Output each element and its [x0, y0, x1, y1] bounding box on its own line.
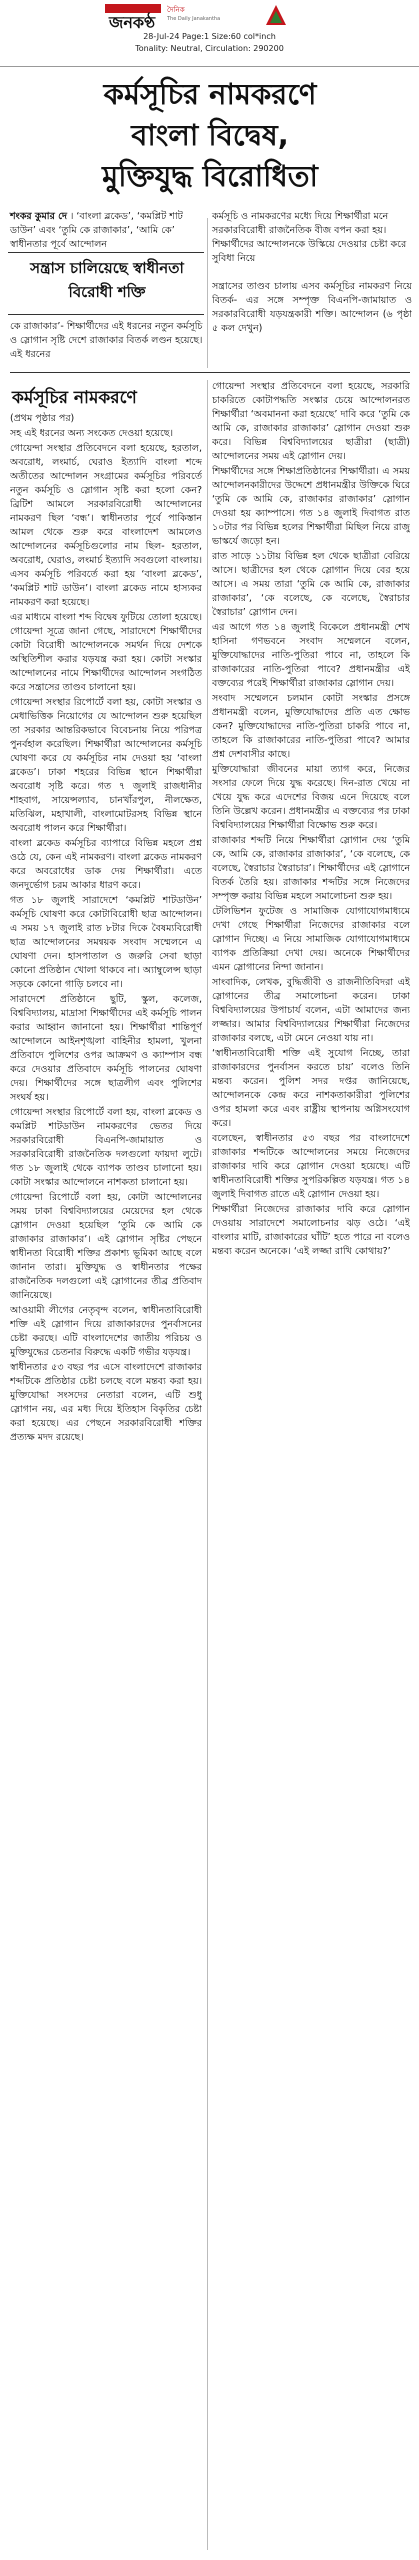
byline-author: শংকর কুমার দে [10, 211, 67, 222]
paragraph: আওয়ামী লীগের নেতৃবৃন্দ বলেন, স্বাধীনতাবিরোধী শক্তি এই স্লোগান দিয়ে রাজাকারদের পুনর্বাসনের চেষ্টা করছে। এটি বাংলাদেশের জাতীয় পরিচয় ও মুক্তিযুদ্ধের চেতনার বিরুদ্ধে একটি গভীর যড়যন্ত্র। [10, 1305, 202, 1358]
intro-left-continued: কে রাজাকার’- শিক্ষার্থীদের এই ধরনের নতুন কর্মসূচি ও স্লোগান সৃষ্টি দেশে রাজাকার বিতর্ক লণ্ডন হয়েছে। এই ধরনের [10, 321, 203, 360]
section-divider [10, 372, 410, 373]
headline-line-3: মুক্তিযুদ্ধ বিরোধিতা [102, 159, 318, 193]
headline-line-2: বাংলা বিদ্বেষ, [131, 118, 289, 152]
pull-quote [12, 256, 202, 310]
paragraph: এর মাধ্যমে বাংলা শব্দ বিদ্বেষ ফুটিয়ে তোলা হয়েছে। গোয়েন্দা সূত্রে জানা গেছে, সারাদেশে শিক্ষার্থীদের কোটা বিরোধী আন্দোলনকে সমর্থন দিয়ে দেশকে অস্থিতিশীল করার যড়যন্ত্র করা হয়। কোটা সংস্কার আন্দোলনের নামে শিক্ষার্থীদের আন্দোলন সংগঠিত করে সন্ত্রাসের তাণ্ডব চালানো হয়। [10, 612, 202, 693]
paragraph: গত ১৮ জুলাই সারাদেশে ‘কমপ্লিট শাটডাউন’ কর্মসূচি ঘোষণা করে কোটাবিরোধী ছাত্র আন্দোলন। এ সময় ১৭ জুলাই রাত ৮টার দিকে বৈষম্যবিরোধী ছাত্র আন্দোলনের সমন্বয়ক সংবাদ সম্মেলনে এ ঘোষণা দেন। হাসপাতাল ও জরুরি সেবা ছাড়া কোনো প্রতিষ্ঠান খোলা থাকবে না। অ্যাম্বুলেন্স ছাড়া সড়কে কোনো গাড়ি চলবে না। [10, 895, 202, 990]
paragraph: গোয়েন্দা রিপোর্টে বলা হয়, কোটা আন্দোলনের সময় ঢাকা বিশ্ববিদ্যালয়ের মেয়েদের হল থেকে স্লোগান দেওয়া হয়েছিল ‘তুমি কে আমি কে রাজাকার রাজাকার’। এই স্লোগান সৃষ্টির পেছনে স্বাধীনতা বিরোধী শক্তির প্রকাশ্য ভূমিকা আছে বলে জানান তারা। মুক্তিযুদ্ধ ও স্বাধীনতার পক্ষের রাজনৈতিক দলগুলো এই স্লোগানের তীব্র প্রতিবাদ জানিয়েছে। [10, 1192, 202, 1301]
paragraph: শিক্ষার্থীরা নিজেদের রাজাকার দাবি করে স্লোগান দেওয়ায় সারাদেশে সমালোচনার ঝড় ওঠে। ‘এই বাংলার মাটি, রাজাকারের ঘাঁটি’ হতে পারে না বলেও মন্তব্য করেন অনেকে। ‘এই লজ্জা রাখি কোথায়?’ [212, 1204, 410, 1257]
paragraph: গোয়েন্দা সংস্থার প্রতিবেদনে বলা হয়েছে, সরকারি চাকরিতে কোটাপদ্ধতি সংস্কার চেয়ে আন্দোলনরত শিক্ষার্থীরা ‘অবমাননা করা হয়েছে’ দাবি করে ‘তুমি কে আমি কে, রাজাকার রাজাকার’ স্লোগান দেওয়া শুরু করে। বিভিন্ন বিশ্ববিদ্যালয়ের ছাত্রীরা (ছাত্রী) আন্দোলনের সময় এই স্লোগান দেয়। [212, 381, 410, 462]
pull-quote-line-1: সন্ত্রাস চালিয়েছে স্বাধীনতা [30, 259, 184, 277]
intro-left [10, 210, 200, 252]
intro-right-continued: সন্ত্রাসের তাণ্ডব চালায় এসব কর্মসূচির নামকরণ নিয়ে বিতর্ক- এর সঙ্গে সম্পৃক্ত বিএনপি-জামায়াত ও সরকারবিরোধী যড়যন্ত্রকারী শক্তি। আন্দোলন (৬ পৃষ্ঠা ৫ কল দেখুন) [212, 281, 412, 334]
paragraph: সহ এই ধরনের অন্য সংকেত দেওয়া হয়েছে। [10, 428, 173, 439]
pull-quote-top-rule [8, 252, 204, 253]
pull-quote-line-2: বিরোধী শক্তি [68, 283, 146, 301]
paragraph: গোয়েন্দা সংস্থার রিপোর্টে বলা হয়, বাংলা ব্লকেড ও কমপ্লিট শাটডাউন নামকরণের ভেতর দিয়ে সরকারবিরোধী বিএনপি-জামায়াত ও সরকারবিরোধী রাজনৈতিক দলগুলো ফায়দা লুটে। গত ১৮ জুলাই থেকে ব্যাপক তাণ্ডব চালানো হয়। কোটা সংস্কার আন্দোলনে নাশকতা চালানো হয়। [10, 1107, 202, 1188]
paragraph: সারাদেশে প্রতিষ্ঠানে ছুটি, স্কুল, কলেজ, বিশ্ববিদ্যালয়, মাদ্রাসা শিক্ষার্থীদের এই কর্মসূচি পালন করার আহ্বান জানানো হয়। শিক্ষার্থীরা শান্তিপূর্ণ আন্দোলনে আইনশৃঙ্খলা বাহিনীর হামলা, খুলনা প্রতিবাদে পুলিশের ওপর আক্রমণ ও ক্যাম্পাস বন্ধ করে দেওয়ার প্রতিবাদে কর্মসূচি পালনের ঘোষণা দেয়। শিক্ষার্থীদের সঙ্গে ছাত্রলীগ এবং পুলিশের সংঘর্ষ হয়। [10, 994, 202, 1103]
paragraph: বাংলা ব্লকেড কর্মসূচির ব্যাপারে বিভিন্ন মহলে প্রশ্ন ওঠে যে, কেন এই নামকরণ। বাংলা ব্লকেড নামকরণ করে অবরোধের ডাক দেয় শিক্ষার্থীরা। এতে জনদুর্ভোগ চরম আকার ধারণ করে। [10, 838, 202, 891]
newspaper-emblem-icon [265, 4, 287, 26]
paragraph: এর আগে গত ১৪ জুলাই বিকেলে প্রধানমন্ত্রী শেখ হাসিনা গণভবনে সংবাদ সম্মেলনে বলেন, মুক্তিযোদ্ধাদের নাতি-পুতিরা পাবে না, তাহলে কি রাজাকারের নাতি-পুতিরা পাবে? প্রধানমন্ত্রীর এই বক্তব্যের পরেই শিক্ষার্থীরা রাজাকার স্লোগান দেয়। [212, 622, 410, 689]
paragraph: টেলিভিশন ফুটেজ ও সামাজিক যোগাযোগমাধ্যমে দেখা গেছে শিক্ষার্থীরা নিজেদের রাজাকার বলে স্লোগান দিচ্ছে। এ নিয়ে সামাজিক যোগাযোগমাধ্যমে ব্যাপক প্রতিক্রিয়া দেখা দেয়। অনেকে শিক্ষার্থীদের এমন স্লোগানের নিন্দা জানান। [212, 906, 410, 973]
masthead [0, 0, 419, 68]
headline [20, 74, 400, 197]
masthead-divider [0, 66, 419, 67]
newspaper-logo [105, 4, 255, 32]
column-divider-top [207, 218, 208, 368]
section-title: কর্মসূচির নামকরণে [12, 388, 137, 408]
paragraph: রাজাকার শব্দটি নিয়ে শিক্ষার্থীরা স্লোগান দেয় ‘তুমি কে, আমি কে, রাজাকার রাজাকার’, ‘কে বলেছে, কে বলেছে, স্বৈরাচার স্বৈরাচার’। শিক্ষার্থীদের এই স্লোগানে বিতর্ক তৈরি হয়। রাজাকার শব্দটির সঙ্গে নিজেদের সম্পৃক্ত করায় বিভিন্ন মহলে সমালোচনা শুরু হয়। [212, 835, 410, 902]
paragraph: গোয়েন্দা সংস্থার রিপোর্টে বলা হয়, কোটা সংস্কার ও মেধাভিত্তিক নিয়োগের যে আন্দোলন শুরু হয়েছিল তা সরকার আন্তরিকভাবে বিবেচনায় নিয়ে পরিপত্র পুনর্বহাল করেছিল। শিক্ষার্থীরা আন্দোলনের কর্মসূচি ঘোষণা করে যে কর্মসূচির নাম দেওয়া হয় ‘বাংলা ব্লকেড’। ঢাকা শহরের বিভিন্ন স্থানে শিক্ষার্থীরা অবরোধ সৃষ্টি করে। গত ৭ জুলাই রাজধানীর শাহবাগ, সায়েন্সল্যাব, চানখাঁরপুল, নীলক্ষেত, মতিঝিল, মহাখালী, বাংলামোটরসহ বিভিন্ন স্থানে অবরোধ পালন করে শিক্ষার্থীরা। [10, 697, 202, 834]
paragraph: শিক্ষার্থীদের সঙ্গে শিক্ষাপ্রতিষ্ঠানের শিক্ষার্থীরা। এ সময় আন্দোলনকারীদের উদ্দেশে প্রধানমন্ত্রীর উক্তিকে ঘিরে ‘তুমি কে আমি কে, রাজাকার রাজাকার’ স্লোগান দেওয়া হয় ক্যাম্পাসে। গত ১৪ জুলাই দিবাগত রাত ১০টার পর বিভিন্ন হলের শিক্ষার্থীরা মিছিল নিয়ে রাজু ভাস্কর্যে জড়ো হন। [212, 466, 410, 547]
newspaper-name: জনকণ্ঠ [109, 13, 156, 32]
headline-line-1: কর্মসূচির নামকরণে [103, 77, 317, 111]
body-column-right [212, 380, 410, 2552]
column-divider-main [207, 380, 208, 2550]
paragraph: (প্রথম পৃষ্ঠার পর) [10, 413, 75, 424]
paragraph: সাংবাদিক, লেখক, বুদ্ধিজীবী ও রাজনীতিবিদরা এই স্লোগানের তীব্র সমালোচনা করেন। ঢাকা বিশ্ববিদ্যালয়ের উপাচার্য বলেন, এটা আমাদের জন্য লজ্জার। আমার বিশ্ববিদ্যালয়ের শিক্ষার্থীরা নিজেদের রাজাকার বলছে, এটা মেনে নেওয়া যায় না। [212, 977, 410, 1044]
newspaper-tagline: দৈনিক [167, 6, 185, 14]
paragraph: ‘স্বাধীনতাবিরোধী শক্তি এই সুযোগ নিচ্ছে, তারা রাজাকারদের পুনর্বাসন করতে চায়’ বলেও তিনি মন্তব্য করেন। পুলিশ সদর দপ্তর জানিয়েছে, আন্দোলনকে কেন্দ্র করে নাশকতাকারীরা পুলিশের ওপর হামলা করে এবং রাষ্ট্রীয় স্থাপনায় অগ্নিসংযোগ করে। [212, 1048, 410, 1129]
paragraph: গোয়েন্দা সংস্থার প্রতিবেদনে বলা হয়েছে, হরতাল, অবরোধ, লংমার্চ, ঘেরাও ইত্যাদি বাংলা শব্দে অতীতের আন্দোলন সংগ্রামের কর্মসূচির পরিবর্তে নতুন কর্মসূচি ও স্লোগান সৃষ্টি করা হলো কেন? ব্রিটিশ আমলে সরকারবিরোধী আন্দোলনের নামকরণ ছিল ‘বন্ধ’। স্বাধীনতার পূর্বে পাকিস্তান আমল থেকে শুরু করে বাংলাদেশ আমলেও আন্দোলনের কর্মসূচিগুলোর নাম ছিল- হরতাল, অবরোধ, ঘেরাও, লংমার্চ ইত্যাদি সবগুলো বাংলায়। এসব কর্মসূচি পরিবর্তে করা হয় ‘বাংলা ব্লকেড’, ‘কমপ্লিট শাট ডাউন’। বাংলা ব্লকেড নামে হাস্যকর নামকরণ করা হয়েছে। [10, 443, 202, 608]
paragraph: স্বাধীনতার ৫৩ বছর পর এসে বাংলাদেশে রাজাকার শব্দটিকে প্রতিষ্ঠার চেষ্টা চলছে বলে মন্তব্য করা হয়। মুক্তিযোদ্ধা সংসদের নেতারা বলেন, এটি শুধু স্লোগান নয়, এর মধ্য দিয়ে ইতিহাস বিকৃতির চেষ্টা করা হয়েছে। এর পেছনে সরকারবিরোধী শক্তির প্রত্যক্ষ মদদ রয়েছে। [10, 1362, 202, 1443]
paragraph: রাত সাড়ে ১১টায় বিভিন্ন হল থেকে ছাত্রীরা বেরিয়ে আসে। ছাত্রীদের হল থেকে স্লোগান দিয়ে বের হয়ে আসে। এ সময় তারা ‘তুমি কে আমি কে, রাজাকার রাজাকার’, ‘কে বলেছে, কে বলেছে, স্বৈরাচার স্বৈরাচার’ স্লোগান দেন। [212, 551, 410, 618]
paragraph: বলেছেন, স্বাধীনতার ৫৩ বছর পর বাংলাদেশে রাজাকার শব্দটিকে আন্দোলনের সময়ে নিজেদের রাজাকার দাবি করে স্লোগান দেওয়া হয়েছে। এটি স্বাধীনতাবিরোধী শক্তির সুপরিকল্পিত যড়যন্ত্র। গত ১৪ জুলাই দিবাগত রাতে এই স্লোগান দেওয়া হয়। [212, 1133, 410, 1200]
pull-quote-bottom-rule [8, 314, 204, 315]
paragraph: সংবাদ সম্মেলনে চলমান কোটা সংস্কার প্রসঙ্গে প্রধানমন্ত্রী বলেন, মুক্তিযোদ্ধাদের প্রতি এত ক্ষোভ কেন? মুক্তিযোদ্ধাদের নাতি-পুতিরা চাকরি পাবে না, তাহলে কি রাজাকারের নাতি-পুতিরা পাবে? আমার প্রশ্ন দেশবাসীর কাছে। [212, 693, 410, 760]
intro-right: কর্মসূচি ও নামকরণের মধ্যে দিয়ে শিক্ষার্থীরা মনে সরকারবিরোধী রাজনৈতিক বীজ বপন করা হয়। শিক্ষার্থীদের আন্দোলনকে উস্কিয়ে দেওয়ার চেষ্টা করে সুবিধা নিয়ে [212, 211, 407, 264]
paragraph: মুক্তিযোদ্ধারা জীবনের মায়া ত্যাগ করে, নিজের সংসার ফেলে দিয়ে যুদ্ধ করেছে। দিন-রাত খেয়ে না খেয়ে যুদ্ধ করে এদেশের বিজয় এনে দিয়েছে বলে তিনি উল্লেখ করেন। প্রধানমন্ত্রীর এ বক্তব্যের পর ঢাকা বিশ্ববিদ্যালয়ের শিক্ষার্থীরা বিক্ষোভ শুরু করে। [212, 764, 410, 831]
clipping-meta-date: 28-Jul-24 Page:1 Size:60 col*inch [143, 32, 276, 41]
newspaper-subtitle: The Daily Janakantha [167, 16, 221, 22]
body-column-left [10, 412, 202, 2552]
intro-left-text: । ‘বাংলা ব্লকেড’, ‘কমপ্লিট শাট ডাউন’ এবং ‘তুমি কে রাজাকার’, ‘আমি কে’ স্বাধীনতার পূর্বে আন্দোলন [10, 211, 183, 250]
clipping-meta-tonality: Tonality: Neutral, Circulation: 290200 [135, 44, 284, 53]
